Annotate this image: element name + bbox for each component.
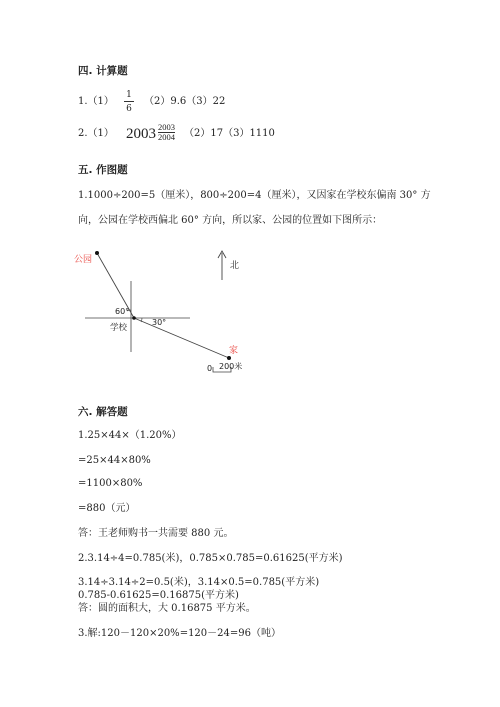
- s6-line-6: 3.14÷3.14÷2=0.5(米)，3.14×0.5=0.785(平方米): [78, 577, 320, 588]
- q1-fraction-numerator: 1: [124, 90, 134, 102]
- q2-number: 2.（1）: [78, 128, 114, 139]
- section5-title: 五. 作图题: [78, 164, 128, 176]
- q1-number: 1.（1）: [78, 96, 114, 107]
- section6-title: 六. 解答题: [78, 406, 128, 418]
- s6-line-5: 2.3.14÷4=0.785(米)，0.785×0.785=0.61625(平方米): [78, 553, 343, 564]
- north-label: 北: [230, 261, 240, 271]
- q2-whole: 2003: [126, 126, 156, 142]
- q1-rest: （2）9.6（3）22: [144, 96, 226, 107]
- section5-line2: 向，公园在学校西偏北 60° 方向，所以家、公园的位置如下图所示：: [78, 215, 383, 226]
- s6-line-8: 答：圆的面积大，大 0.16875 平方米。: [78, 603, 256, 614]
- scale-label: 200米: [219, 362, 243, 371]
- scale-zero-label: 0: [207, 364, 213, 373]
- q2-fraction-denominator: 2004: [158, 132, 175, 142]
- section4-title: 四. 计算题: [78, 65, 128, 77]
- angle-60-label: 60°: [115, 307, 130, 316]
- s6-line-0: 1.25×44×（1.20%）: [78, 430, 182, 441]
- s6-line-4: 答：王老师购书一共需要 880 元。: [78, 528, 234, 539]
- park-label: 公园: [74, 255, 93, 265]
- angle-30-label: 30°: [152, 318, 167, 327]
- home-line: [134, 318, 229, 358]
- q2-fraction-numerator: 2003: [158, 122, 175, 132]
- s6-line-7: 0.785-0.61625=0.16875(平方米): [78, 590, 239, 601]
- s6-line-3: =880（元）: [78, 503, 136, 514]
- q2-rest: （2）17（3）1110: [184, 128, 275, 139]
- s6-line-2: =1100×80%: [78, 478, 143, 489]
- q1-fraction-denominator: 6: [126, 104, 132, 114]
- park-point: [95, 251, 99, 255]
- s6-line-1: =25×44×80%: [78, 455, 151, 466]
- school-point: [132, 316, 136, 320]
- section5-line1: 1.1000÷200=5（厘米），800÷200=4（厘米），又因家在学校东偏南 30° 方: [78, 190, 431, 201]
- home-point: [227, 356, 231, 360]
- s6-line-9: 3.解:120－120×20%=120－24=96（吨）: [78, 628, 281, 639]
- home-label: 家: [229, 346, 239, 356]
- school-label: 学校: [110, 323, 128, 333]
